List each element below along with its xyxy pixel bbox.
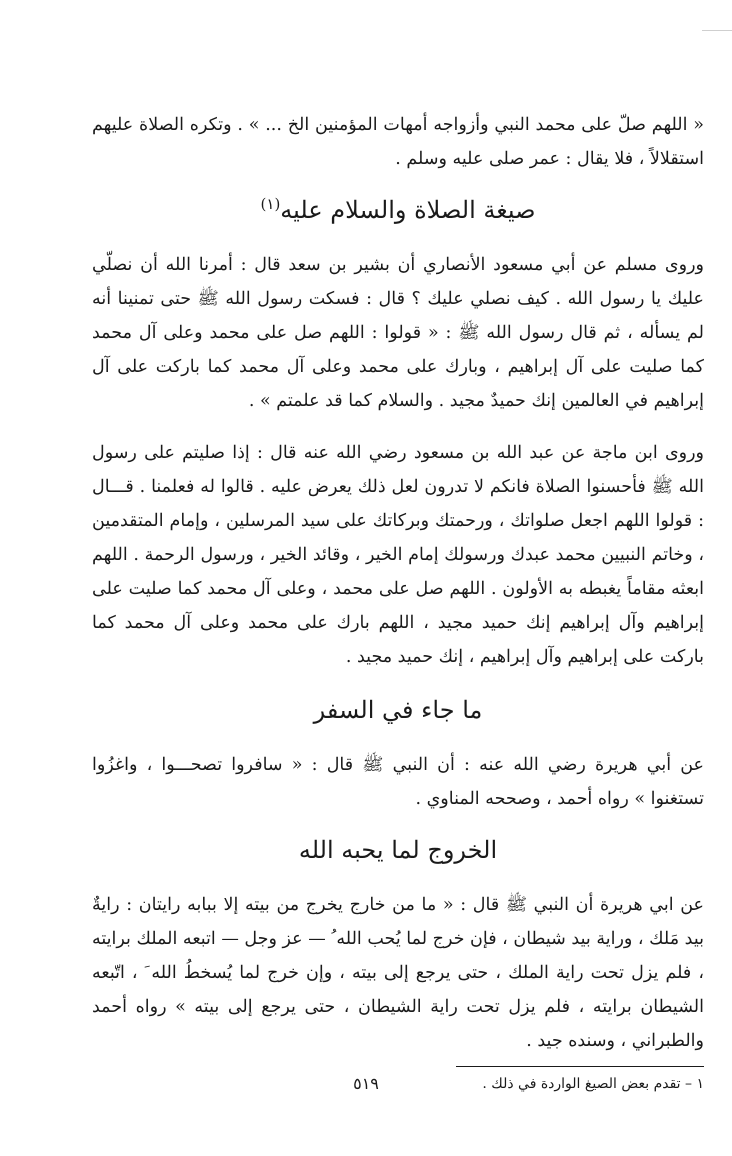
- section-heading-salat-formula: [92, 190, 704, 230]
- section-heading-going-out: الخروج لما يحبه الله: [298, 836, 498, 864]
- page-content: [92, 108, 704, 1095]
- page-number: ٥١٩: [353, 1074, 379, 1093]
- footnote-reference: (١): [260, 195, 281, 213]
- footnote-divider: [456, 1066, 704, 1067]
- intro-paragraph: « اللهم صلّ على محمد النبي وأزواجه أمهات المؤمنين الخ ... » . وتكره الصلاة عليهم استقلالاً ، فلا يقال : عمر صلى عليه وسلم .: [92, 115, 704, 169]
- section-heading-travel: ما جاء في السفر: [313, 696, 483, 724]
- scan-edge-mark: [702, 30, 732, 31]
- paragraph-muslim-narration: وروى مسلم عن أبي مسعود الأنصاري أن بشير بن سعد قال : أمرنا الله أن نصلّي عليك يا رسول الله . كيف نصلي عليك ؟ قال : فسكت رسول الله ﷺ حتى تمنينا أنه لم يسأله ، ثم قال رسول الله ﷺ : « قولوا : اللهم صل على محمد وعلى آل محمد كما صليت على آل إبراهيم ، وبارك على محمد وعلى آل محمد كما باركت على آل إبراهيم في العالمين إنك حميدٌ مجيد . والسلام كما قد علمتم » .: [92, 255, 704, 411]
- footnote-text: ١ – تقدم بعض الصيغ الواردة في ذلك .: [482, 1076, 704, 1092]
- paragraph-ibn-majah-narration: وروى ابن ماجة عن عبد الله بن مسعود رضي الله عنه قال : إذا صليتم على رسول الله ﷺ فأحسنوا الصلاة فانكم لا تدرون لعل ذلك يعرض عليه . قالوا له فعلمنا . قـــال : قولوا اللهم اجعل صلواتك ، ورحمتك وبركاتك على سيد المرسلين ، وإمام المتقدمين ، وخاتم النبيين محمد عبدك ورسولك إمام الخير ، وقائد الخير ، ورسول الرحمة . اللهم ابعثه مقاماً يغبطه به الأولون . اللهم صل على محمد ، وعلى آل محمد كما صليت على إبراهيم وآل إبراهيم إنك حميد مجيد ، اللهم بارك على محمد وعلى آل محمد كما باركت على إبراهيم وآل إبراهيم ، إنك حميد مجيد .: [92, 443, 704, 667]
- paragraph-going-out-hadith: عن ابي هريرة أن النبي ﷺ قال : « ما من خارج يخرج من بيته إلا ببابه رايتان : رايةٌ بيد مَلك ، وراية بيد شيطان ، فإن خرج لما يُحب الله ُ — عز وجل — اتبعه الملك برايته ، فلم يزل تحت راية الملك ، حتى يرجع إلى بيته ، وإن خرج لما يُسخطُ الله َ ، اتّبعه الشيطان برايته ، فلم يزل تحت راية الشيطان ، حتى يرجع إلى بيته » رواه أحمد والطبراني ، وسنده جيد .: [92, 895, 704, 1051]
- section-heading-title: صيغة الصلاة والسلام عليه: [280, 196, 536, 224]
- paragraph-travel-hadith: عن أبي هريرة رضي الله عنه : أن النبي ﷺ قال : « سافروا تصحـــوا ، واغزُوا تستغنوا » رواه أحمد ، وصححه المناوي .: [92, 755, 704, 809]
